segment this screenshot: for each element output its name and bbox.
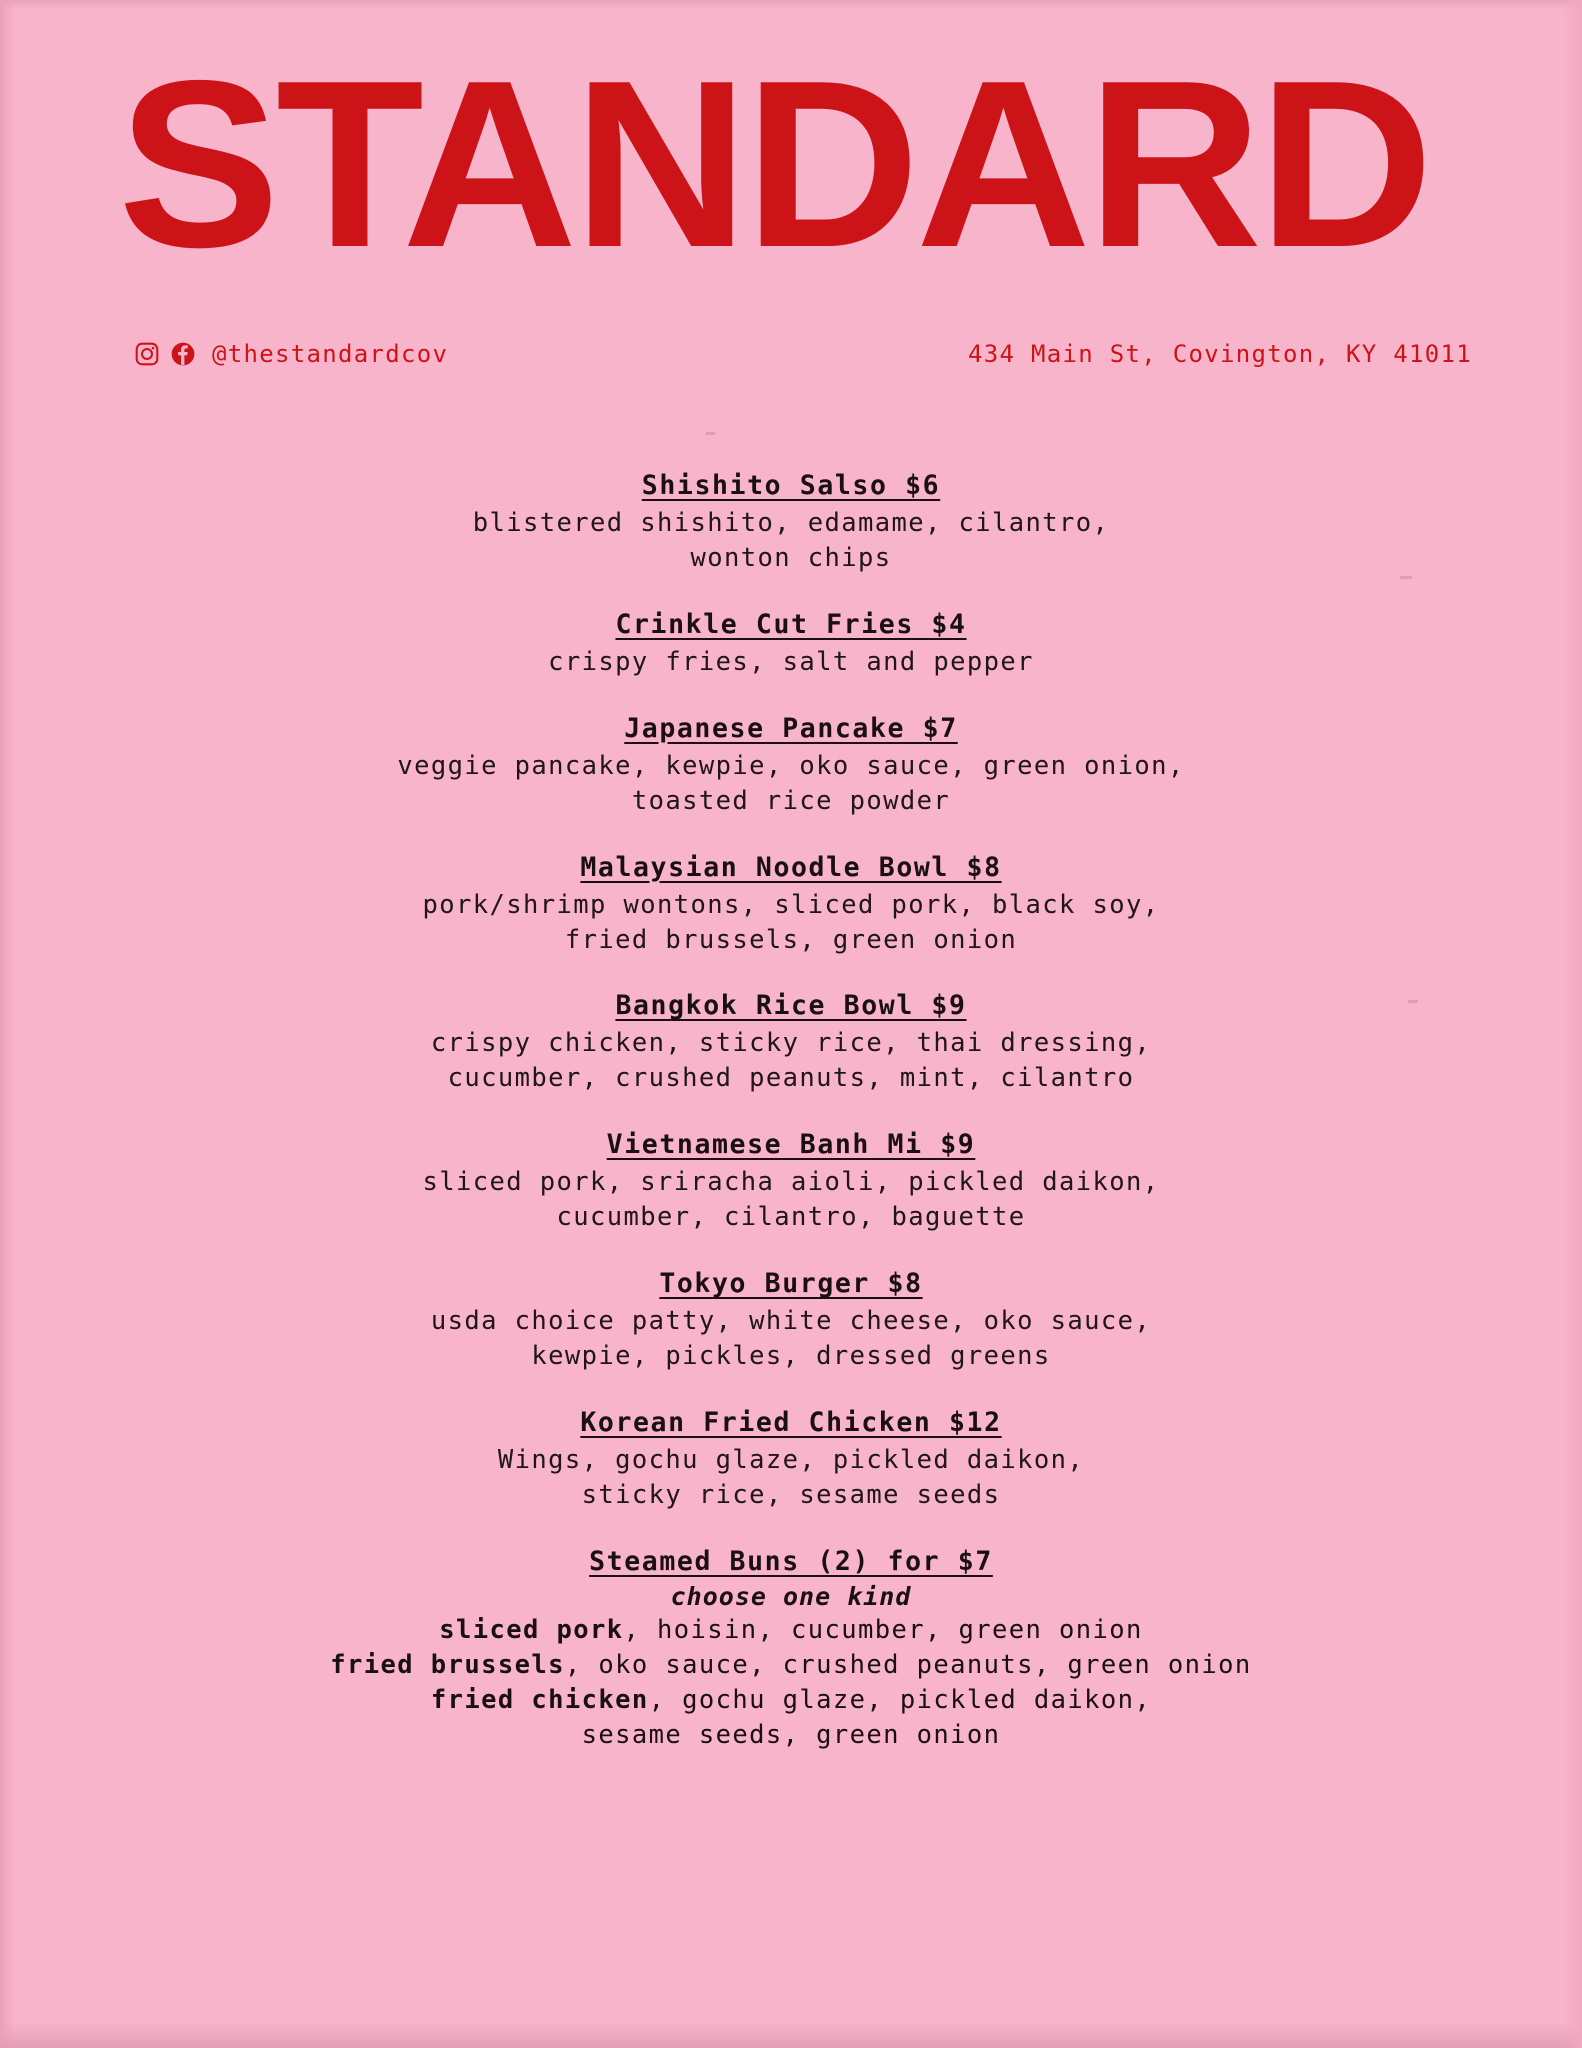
menu-item-desc-line: wonton chips: [690, 542, 892, 573]
menu-item-desc-line: veggie pancake, kewpie, oko sauce, green onion,: [397, 750, 1185, 781]
menu-item-desc-line: cucumber, crushed peanuts, mint, cilantro: [447, 1063, 1135, 1094]
menu-item-desc-line: sticky rice, sesame seeds: [581, 1479, 1001, 1510]
address-text: 434 Main St, Covington, KY 41011: [968, 340, 1472, 368]
menu-item-desc-line: crispy fries, salt and pepper: [548, 646, 1034, 677]
menu-item: [0, 1407, 1582, 1513]
menu-item-title: Tokyo Burger $8: [659, 1268, 923, 1300]
menu-item-title: Malaysian Noodle Bowl $8: [580, 851, 1002, 883]
menu-item: [0, 990, 1582, 1096]
menu-item: [0, 470, 1582, 576]
menu-item-desc-line: cucumber, cilantro, baguette: [556, 1202, 1026, 1233]
bun-choice: [0, 1683, 1582, 1718]
menu-item-desc-line: toasted rice powder: [631, 785, 951, 816]
menu-item-desc-line: Wings, gochu glaze, pickled daikon,: [497, 1444, 1085, 1475]
bun-choice-continuation: sesame seeds, green onion: [581, 1719, 1001, 1750]
header-row: [134, 340, 1472, 368]
bun-choice-rest: , hoisin, cucumber, green onion: [623, 1614, 1143, 1645]
paper-edge-bottom: [0, 2022, 1582, 2048]
menu-item-title: Vietnamese Banh Mi $9: [606, 1129, 976, 1161]
bun-choice-name: sliced pork: [439, 1614, 624, 1645]
menu-item-steamed-buns: [0, 1546, 1582, 1753]
paper-speck: [706, 432, 715, 435]
bun-choice-rest: , oko sauce, crushed peanuts, green onion: [564, 1649, 1252, 1680]
menu-item-desc-line: crispy chicken, sticky rice, thai dressing,: [430, 1028, 1152, 1059]
bun-choice: [0, 1648, 1582, 1683]
menu-item: [0, 609, 1582, 680]
facebook-icon[interactable]: [170, 341, 196, 367]
instagram-icon[interactable]: [134, 341, 160, 367]
menu-item-desc-line: blistered shishito, edamame, cilantro,: [472, 508, 1110, 538]
bun-choice-name: fried chicken: [430, 1684, 649, 1715]
menu-item-desc-line: fried brussels, green onion: [564, 924, 1018, 955]
menu-item: [0, 1129, 1582, 1235]
menu-item-title: Bangkok Rice Bowl $9: [615, 990, 967, 1022]
paper-edge-top: [0, 0, 1582, 10]
menu-item-title: Korean Fried Chicken $12: [580, 1406, 1002, 1438]
brand-logo: STANDARD: [118, 32, 1430, 297]
menu-item-title: Japanese Pancake $7: [624, 712, 958, 744]
menu-item-desc-line: pork/shrimp wontons, sliced pork, black soy,: [422, 889, 1160, 920]
menu-list: [0, 470, 1582, 1753]
bun-choice-rest: , gochu glaze, pickled daikon,: [648, 1684, 1152, 1715]
social-handle[interactable]: @thestandardcov: [212, 340, 449, 368]
menu-item: [0, 852, 1582, 958]
bun-choice-name: fried brussels: [330, 1649, 565, 1680]
menu-item: [0, 713, 1582, 819]
menu-item-title: Shishito Salso $6: [641, 470, 941, 501]
menu-item: [0, 1268, 1582, 1374]
menu-item-desc-line: sliced pork, sriracha aioli, pickled daikon,: [422, 1167, 1160, 1198]
menu-item-desc-line: kewpie, pickles, dressed greens: [531, 1341, 1051, 1372]
social-group[interactable]: [134, 340, 448, 368]
menu-item-title: Steamed Buns (2) for $7: [589, 1545, 993, 1577]
bun-choice: [0, 1613, 1582, 1648]
menu-item-desc-line: usda choice patty, white cheese, oko sauce,: [430, 1306, 1152, 1337]
menu-item-note: choose one kind: [670, 1581, 912, 1611]
menu-item-title: Crinkle Cut Fries $4: [615, 608, 967, 640]
